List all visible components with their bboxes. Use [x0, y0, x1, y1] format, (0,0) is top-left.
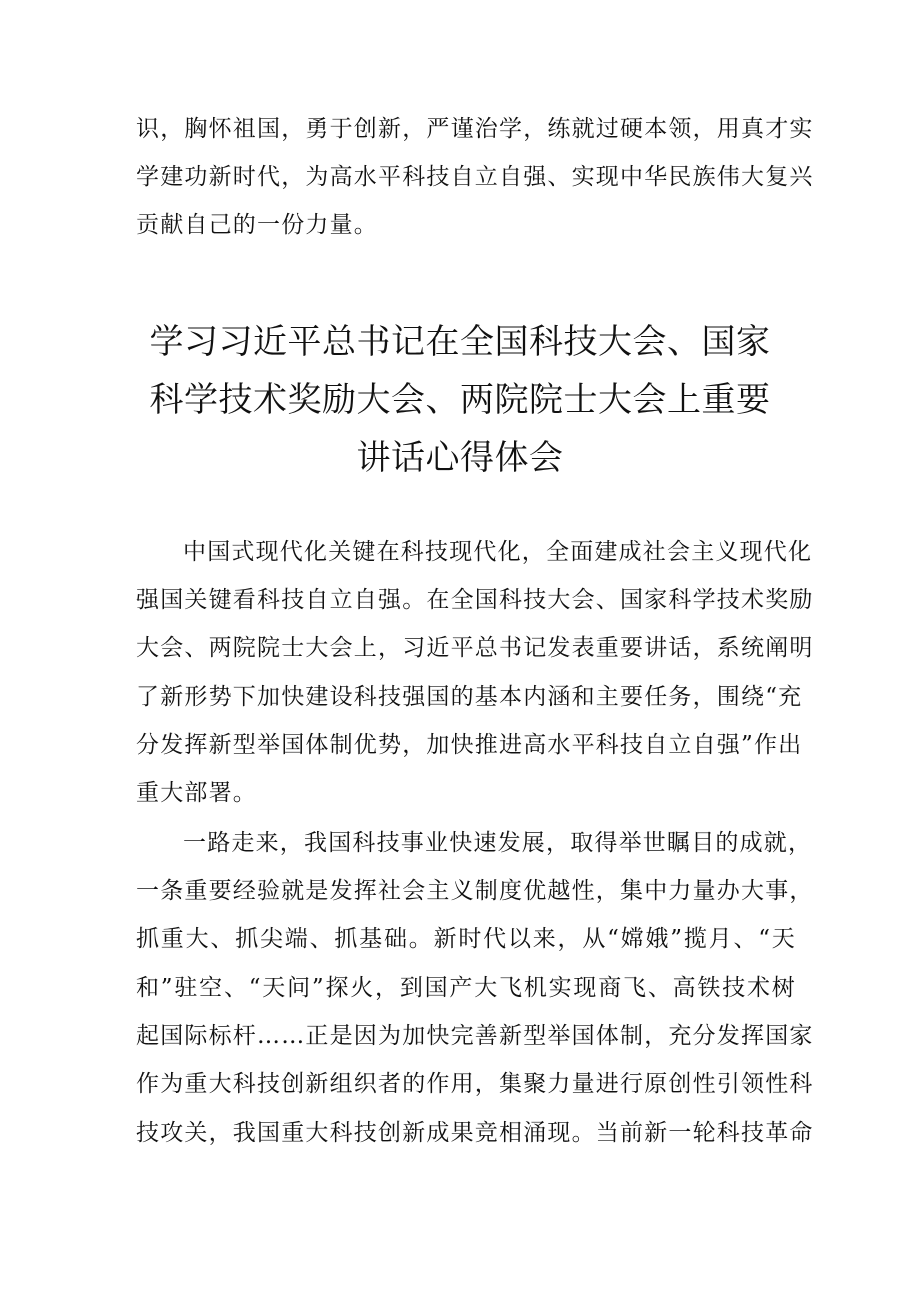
text-line: 大会、两院院士大会上，习近平总书记发表重要讲话，系统阐明 [136, 635, 814, 661]
text-line: 识，胸怀祖国，勇于创新，严谨治学，练就过硬本领，用真才实 [136, 116, 814, 142]
text-line: 强国关键看科技自立自强。在全国科技大会、国家科学技术奖励 [136, 587, 814, 613]
text-line: 一条重要经验就是发挥社会主义制度优越性，集中力量办大事， [136, 878, 814, 904]
text-line: 了新形势下加快建设科技强国的基本内涵和主要任务，围绕“充 [136, 684, 803, 710]
text-line: 学建功新时代，为高水平科技自立自强、实现中华民族伟大复兴 [136, 164, 814, 190]
text-line: 贡献自己的一份力量。 [136, 212, 378, 238]
text-line: 分发挥新型举国体制优势，加快推进高水平科技自立自强”作出 [136, 732, 803, 758]
text-line: 中国式现代化关键在科技现代化，全面建成社会主义现代化 [183, 539, 813, 565]
text-line: 一路走来，我国科技事业快速发展，取得举世瞩目的成就， [183, 830, 813, 856]
text-line: 技攻关，我国重大科技创新成果竞相涌现。当前新一轮科技革命 [136, 1120, 814, 1146]
text-line: 和”驻空、“天问”探火，到国产大飞机实现商飞、高铁技术树 [136, 975, 796, 1001]
text-line: 重大部署。 [136, 780, 257, 806]
text-line: 作为重大科技创新组织者的作用，集聚力量进行原创性引领性科 [136, 1071, 814, 1097]
title-line: 讲话心得体会 [356, 438, 564, 478]
title-line: 学习习近平总书记在全国科技大会、国家 [149, 322, 771, 362]
title-line: 科学技术奖励大会、两院院士大会上重要 [149, 380, 771, 420]
text-line: 抓重大、抓尖端、抓基础。新时代以来，从“嫦娥”揽月、“天 [136, 926, 796, 952]
text-line: 起国际标杆……正是因为加快完善新型举国体制，充分发挥国家 [136, 1023, 814, 1049]
